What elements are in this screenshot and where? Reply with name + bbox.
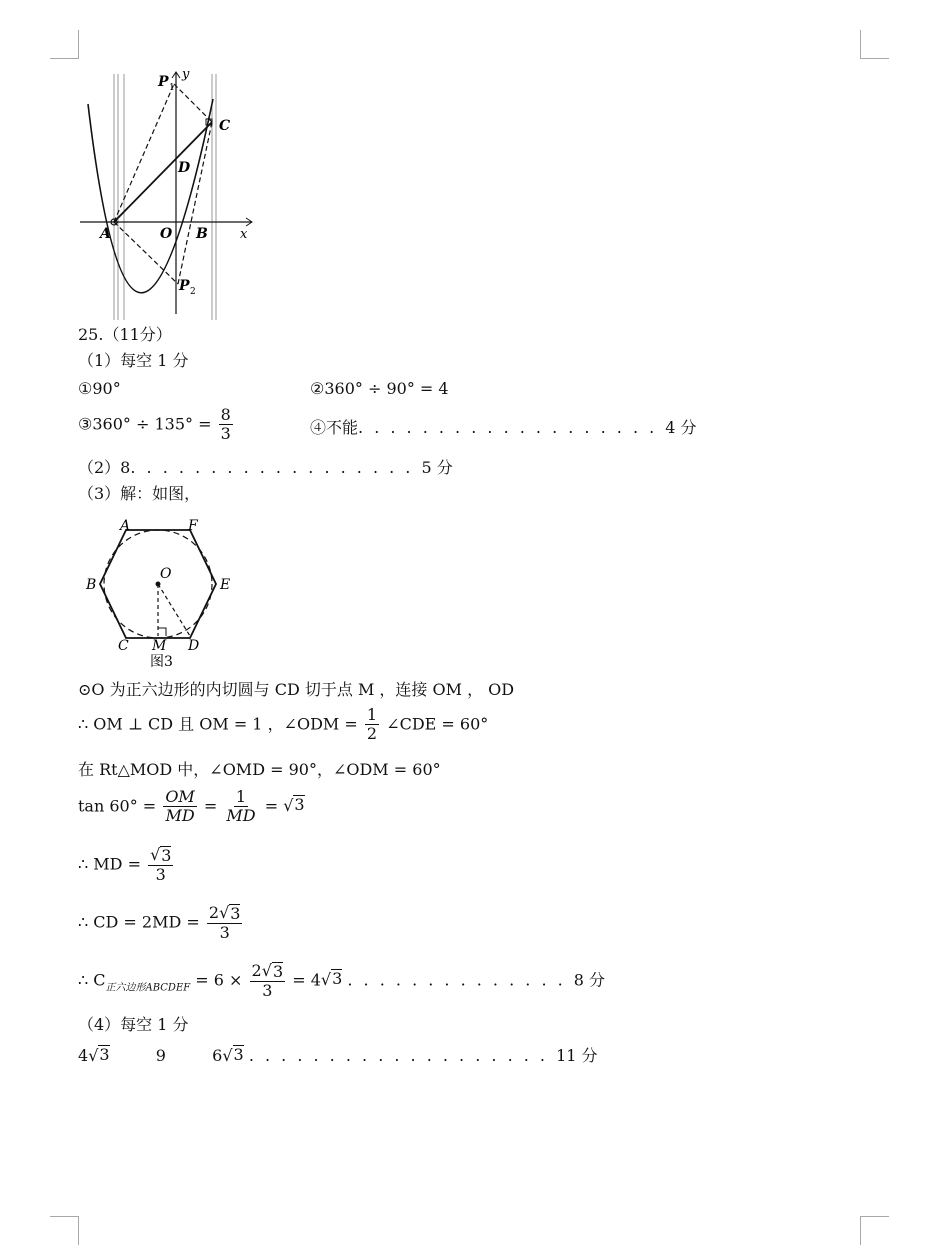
hex-label-b: B [86, 577, 97, 593]
part4-answer-1: 4 √ 3 [78, 1045, 110, 1065]
label-c: C [219, 118, 231, 134]
fraction-sqrt3-3: √ 3 3 [150, 845, 172, 884]
hex-label-d: D [188, 638, 200, 654]
hex-label-a: A [120, 518, 131, 534]
fraction-1-md: $\frac{1}{MD}$ [226, 787, 256, 826]
part4-answer-3: 6 √ 3 [212, 1045, 244, 1065]
hex-label-f: F [188, 518, 198, 534]
part2-score: 5 分 [421, 458, 453, 477]
part1-score: 4 分 [665, 418, 697, 437]
hexagon-figure-3 [80, 512, 240, 672]
solution-line-5: ∴ MD = √ 3 3 [78, 845, 172, 884]
label-p1: P [158, 74, 169, 90]
solution-line-1: ⊙O 为正六边形的内切圆与 CD 切于点 M ，连接 OM ， OD [78, 680, 515, 699]
hex-label-c: C [118, 638, 129, 654]
solution-line-2: ∴ OM ⊥ CD 且 OM = 1 ，∠ODM = $\frac{1}{2}$ ∠CDE = 60° [78, 705, 489, 744]
label-b: B [196, 226, 208, 242]
hex-label-m: M [152, 638, 167, 654]
solution-line-7: ∴ $C_{正六边形ABCDEF} = 6$ × 2 √ 3 3 = 4 √ 3 . . . . . . . . . . . . . . 8 分 [78, 961, 606, 1000]
hex-label-o: O [160, 566, 172, 582]
part1-answer-1: ①90° [78, 379, 121, 398]
part3-score: 8 分 [573, 970, 606, 990]
label-p2-sub: 2 [190, 287, 196, 297]
fraction-2sqrt3-3: 2 √ 3 3 [208, 903, 241, 942]
label-a: A [100, 226, 111, 242]
fraction-2sqrt3-3-b: 2 √ 3 3 [251, 961, 284, 1000]
part4-header: （4）每空 1 分 [78, 1015, 189, 1034]
solution-line-6: ∴ CD = 2MD = 2 √ 3 3 [78, 903, 241, 942]
crop-mark-bottom-left [50, 1216, 79, 1245]
fraction-8-3: $\frac{8}{3}$ [220, 405, 231, 444]
label-y: y [182, 67, 190, 82]
sqrt-3: √ 3 [283, 795, 305, 816]
label-p2: P [179, 278, 190, 294]
fraction-om-md: $\frac{OM}{MD}$ [165, 787, 195, 826]
question-25-header: 25.（11分） [78, 325, 172, 344]
part2-answer: （2）8. . . . . . . . . . . . . . . . . . 5 分 [78, 458, 453, 477]
part4-answer-2: 9 [155, 1046, 166, 1065]
label-o: O [160, 226, 173, 242]
solution-line-4: tan 60° = $\frac{OM}{MD}$ = $\frac{1}{MD}$ = √ 3 [78, 787, 305, 826]
fraction-1-2: $\frac{1}{2}$ [366, 705, 378, 744]
crop-mark-top-left [50, 30, 79, 59]
crop-mark-top-right [860, 30, 889, 59]
solution-line-3: 在 Rt△MOD 中，∠OMD = 90°，∠ODM = 60° [78, 760, 441, 779]
part4-answers: 4 √ 3 9 6 √ 3 . . . . . . . . . . . . . . . . . . . 11 分 [78, 1045, 598, 1065]
part1-answer-3: ③360° ÷ 135° = $\frac{8}{3}$ [78, 405, 231, 444]
label-p1-sub: 1 [169, 83, 175, 93]
part3-header: （3）解：如图， [78, 484, 201, 503]
crop-mark-bottom-right [860, 1216, 889, 1245]
label-x: x [240, 227, 248, 242]
part1-answer-4: ④不能. . . . . . . . . . . . . . . . . . . 4 分 [310, 418, 697, 437]
part4-score: 11 分 [556, 1046, 598, 1065]
part1-header: （1）每空 1 分 [78, 351, 189, 370]
parabola-figure [78, 64, 258, 322]
hex-label-e: E [220, 577, 231, 593]
label-d: D [178, 160, 191, 176]
figure-3-caption: 图3 [150, 654, 173, 670]
part1-answer-2: ②360° ÷ 90° = 4 [310, 379, 449, 398]
